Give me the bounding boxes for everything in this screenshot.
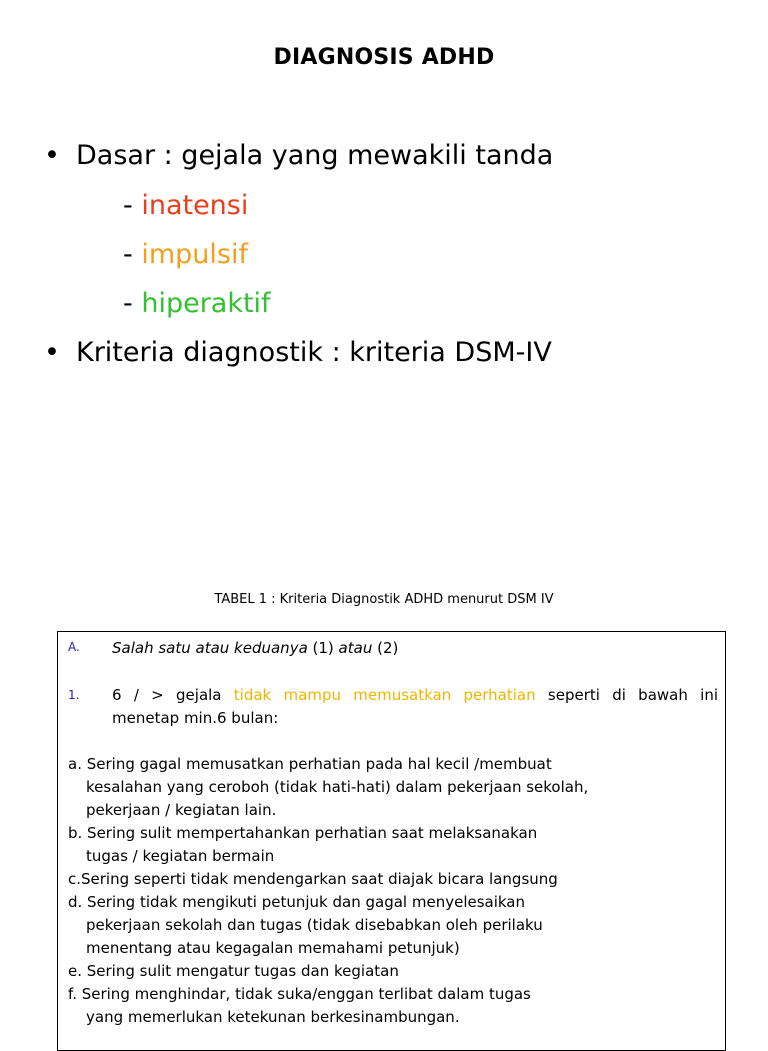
sign-inatensi bbox=[123, 190, 248, 221]
sign-prefix: - bbox=[123, 190, 142, 221]
one-text-part: 6 / > gejala bbox=[112, 686, 234, 704]
sign-hiperaktif bbox=[123, 288, 271, 319]
marker-1: 1. bbox=[68, 688, 80, 702]
one-highlight: tidak mampu memusatkan perhatian bbox=[233, 686, 536, 704]
marker-a: A. bbox=[68, 640, 80, 654]
a-text-part: (2) bbox=[377, 639, 399, 657]
criterion-line: yang memerlukan ketekunan berkesinambungan. bbox=[86, 1008, 460, 1026]
bullet-kriteria bbox=[44, 337, 552, 368]
bullet-dot: • bbox=[44, 140, 60, 171]
criterion-line: c.Sering seperti tidak mendengarkan saat diajak bicara langsung bbox=[68, 870, 558, 888]
criterion-1-line2: menetap min.6 bulan: bbox=[112, 709, 279, 727]
criterion-line: e. Sering sulit mengatur tugas dan kegiatan bbox=[68, 962, 399, 980]
sign-prefix: - bbox=[123, 288, 142, 319]
bullet-kriteria-text: Kriteria diagnostik : kriteria DSM-IV bbox=[76, 337, 552, 368]
sign-prefix: - bbox=[123, 239, 142, 270]
sign-label: impulsif bbox=[141, 239, 248, 270]
sign-label: inatensi bbox=[141, 190, 249, 221]
bullet-dasar-text: Dasar : gejala yang mewakili tanda bbox=[76, 140, 554, 171]
criterion-line: tugas / kegiatan bermain bbox=[86, 847, 275, 865]
criterion-line: menentang atau kegagalan memahami petunjuk) bbox=[86, 939, 460, 957]
one-text-part: seperti di bawah ini bbox=[535, 686, 718, 704]
sign-impulsif bbox=[123, 239, 248, 270]
criterion-line: a. Sering gagal memusatkan perhatian pada hal kecil /membuat bbox=[68, 755, 552, 773]
criterion-line: b. Sering sulit mempertahankan perhatian saat melaksanakan bbox=[68, 824, 538, 842]
a-text-part: (1) bbox=[312, 639, 334, 657]
page-title: DIAGNOSIS ADHD bbox=[273, 45, 495, 70]
a-text-part: atau bbox=[333, 639, 378, 657]
criterion-line: pekerjaan sekolah dan tugas (tidak disebabkan oleh perilaku bbox=[86, 916, 543, 934]
sign-label: hiperaktif bbox=[141, 288, 271, 319]
criterion-1-line1 bbox=[112, 684, 718, 707]
criterion-line: f. Sering menghindar, tidak suka/enggan terlibat dalam tugas bbox=[68, 985, 531, 1003]
criterion-line: kesalahan yang ceroboh (tidak hati-hati) dalam pekerjaan sekolah, bbox=[86, 778, 589, 796]
a-text-part: Salah satu atau keduanya bbox=[112, 639, 313, 657]
criterion-line: pekerjaan / kegiatan lain. bbox=[86, 801, 277, 819]
criteria-table bbox=[57, 631, 726, 1051]
criterion-line: d. Sering tidak mengikuti petunjuk dan gagal menyelesaikan bbox=[68, 893, 526, 911]
bullet-dot: • bbox=[44, 337, 60, 368]
criterion-a-text bbox=[112, 637, 398, 660]
bullet-dasar bbox=[44, 140, 553, 171]
table-caption: TABEL 1 : Kriteria Diagnostik ADHD menurut DSM IV bbox=[214, 592, 554, 607]
